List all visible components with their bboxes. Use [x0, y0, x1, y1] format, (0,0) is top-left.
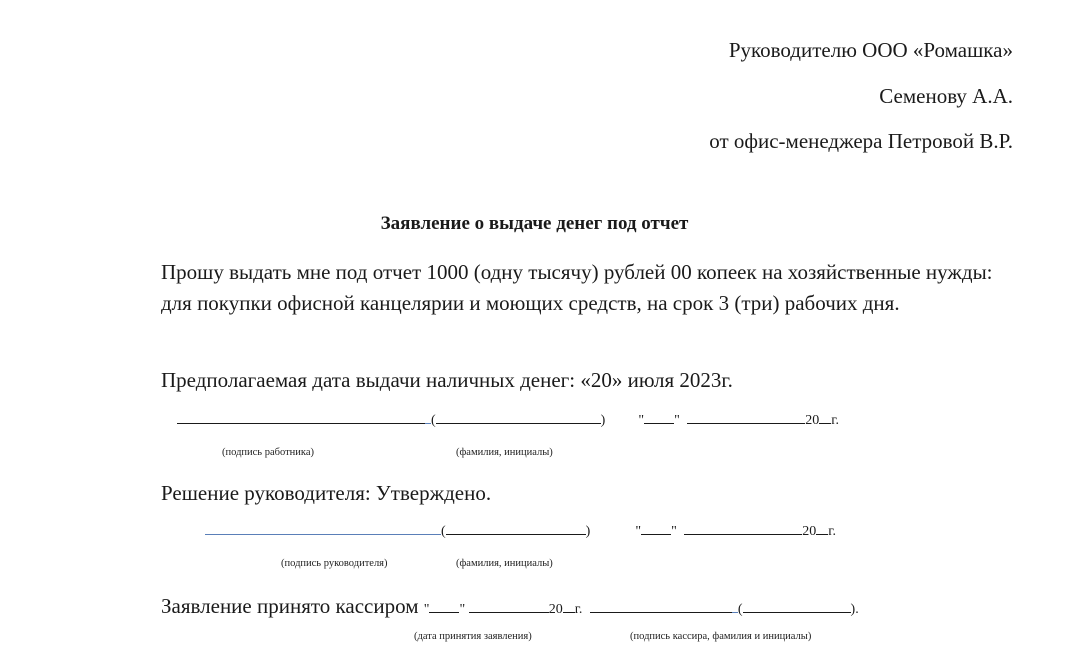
- year-suffix: г.: [831, 413, 839, 428]
- manager-name-blank[interactable]: [446, 521, 586, 535]
- paren-close: ): [585, 524, 591, 539]
- caption-manager-signature: (подпись руководителя): [281, 558, 388, 569]
- sender-line: от офис-менеджера Петровой В.Р.: [709, 129, 1013, 153]
- quote-close: ": [459, 602, 466, 617]
- manager-month-blank[interactable]: [684, 521, 802, 535]
- decision-line: Решение руководителя: Утверждено.: [161, 481, 492, 505]
- caption-employee-signature: (подпись работника): [222, 447, 315, 458]
- paren-open: (: [441, 524, 446, 539]
- quote-close: ": [674, 413, 680, 428]
- employee-day-blank[interactable]: [644, 410, 674, 424]
- cashier-day-blank[interactable]: [429, 599, 459, 613]
- caption-employee-name: (фамилия, инициалы): [456, 447, 553, 458]
- cashier-line: [161, 594, 859, 619]
- year-suffix: г.: [574, 602, 583, 617]
- paren-close: ).: [850, 602, 859, 617]
- year-prefix: 20: [805, 413, 820, 428]
- quote-open: ": [423, 602, 430, 617]
- employee-year-blank[interactable]: [819, 410, 831, 424]
- cashier-signature-blank[interactable]: [590, 599, 732, 613]
- quote-close: ": [671, 524, 677, 539]
- cashier-name-blank[interactable]: [743, 599, 851, 613]
- caption-manager-name: (фамилия, инициалы): [456, 558, 553, 569]
- employee-name-blank[interactable]: [436, 410, 601, 424]
- quote-open: ": [638, 413, 645, 428]
- document-title: Заявление о выдаче денег под отчет: [380, 213, 689, 234]
- employee-signature-row: [177, 410, 839, 429]
- paren-open: (: [737, 602, 743, 617]
- employee-month-blank[interactable]: [687, 410, 805, 424]
- employee-signature-blank[interactable]: [177, 410, 425, 424]
- paren-close: ): [600, 413, 606, 428]
- cashier-label: Заявление принято кассиром: [161, 594, 419, 618]
- manager-day-blank[interactable]: [641, 521, 671, 535]
- addressee-name: Семенову А.А.: [879, 84, 1013, 108]
- addressee-line: Руководителю ООО «Ромашка»: [728, 38, 1013, 62]
- caption-cashier-signature: (подпись кассира, фамилия и инициалы): [630, 631, 812, 642]
- year-prefix: 20: [548, 602, 563, 617]
- caption-cashier-date: (дата принятия заявления): [414, 631, 532, 642]
- request-paragraph: Прошу выдать мне под отчет 1000 (одну тысячу) рублей 00 копеек на хозяйственные нужды: для покупки офисной канцелярии и моющих средств, на срок 3 (три) рабочих дня.: [161, 260, 993, 315]
- cashier-month-blank[interactable]: [469, 599, 549, 613]
- manager-signature-row: [205, 521, 836, 540]
- manager-signature-blank[interactable]: [205, 521, 435, 535]
- year-prefix: 20: [802, 524, 817, 539]
- manager-year-blank[interactable]: [816, 521, 828, 535]
- issue-date-line: Предполагаемая дата выдачи наличных денег: «20» июля 2023г.: [161, 368, 733, 392]
- year-suffix: г.: [828, 524, 836, 539]
- quote-open: ": [635, 524, 642, 539]
- paren-open: (: [431, 413, 436, 428]
- cashier-year-blank[interactable]: [563, 599, 575, 613]
